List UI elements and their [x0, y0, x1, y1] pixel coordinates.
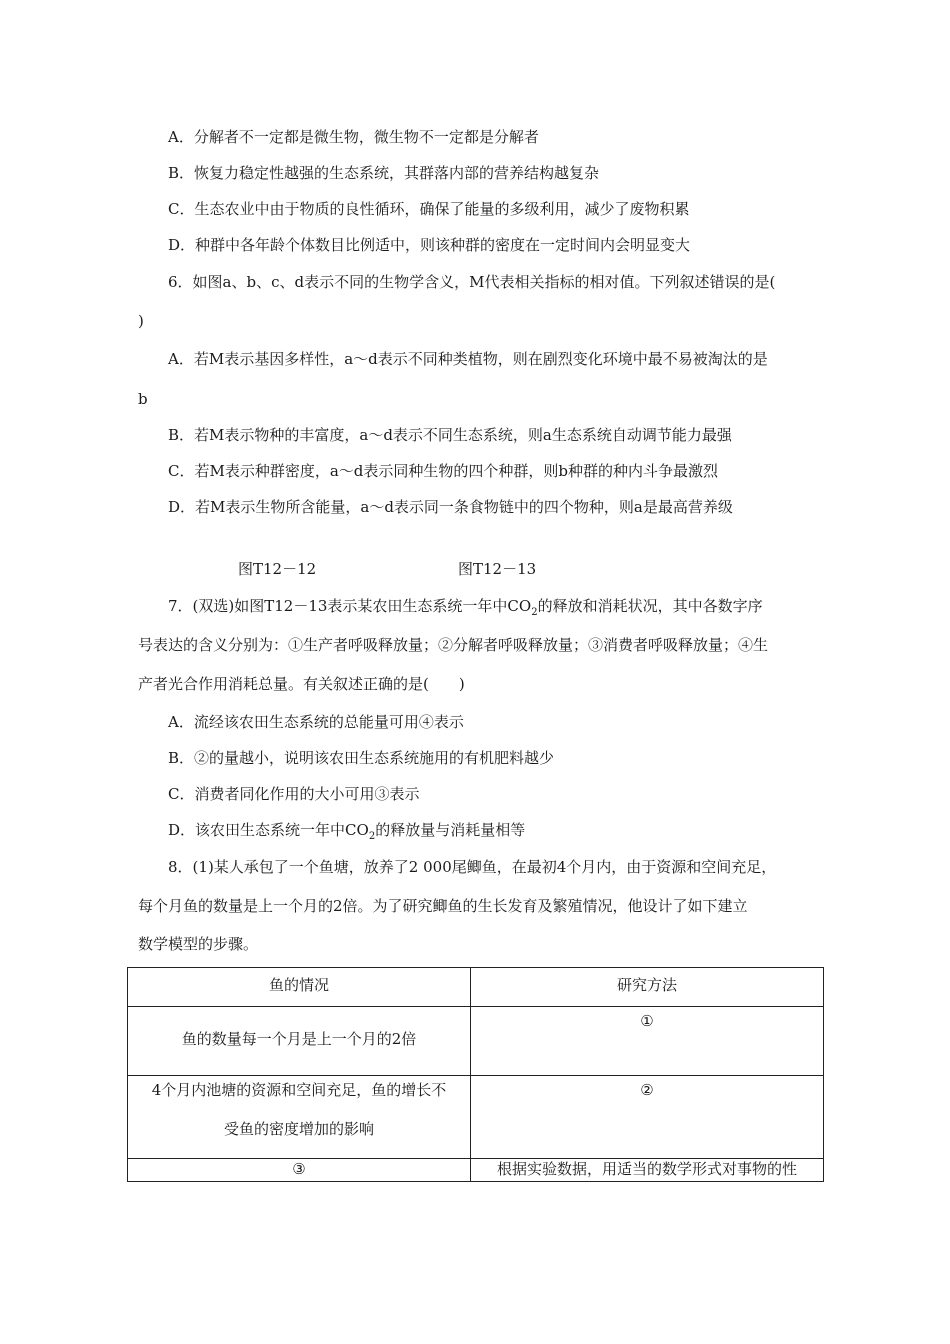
q6-option-c: C．若M表示种群密度，a～d表示同种生物的四个种群，则b种群的种内斗争最激烈: [168, 462, 718, 480]
table-header-row: [128, 968, 824, 1007]
fish-model-table: [127, 967, 824, 1182]
q5-option-a: A．分解者不一定都是微生物，微生物不一定都是分解者: [168, 128, 539, 146]
table-cell: 鱼的数量每一个月是上一个月的2倍: [128, 1007, 471, 1076]
q6-option-b: B．若M表示物种的丰富度，a～d表示不同生态系统，则a生态系统自动调节能力最强: [168, 426, 732, 444]
table-row: [128, 1159, 824, 1182]
q7-option-c: C．消费者同化作用的大小可用③表示: [168, 785, 420, 803]
q5-option-c: C．生态农业中由于物质的良性循环，确保了能量的多级利用，减少了废物积累: [168, 200, 690, 218]
q6-stem-line1: 6．如图a、b、c、d表示不同的生物学含义，M代表相关指标的相对值。下列叙述错误的是(: [168, 273, 776, 291]
q7-option-d: D．该农田生态系统一年中$CO_2$的释放量与消耗量相等: [168, 821, 526, 842]
table-cell: 4个月内池塘的资源和空间充足，鱼的增长不 受鱼的密度增加的影响: [128, 1076, 471, 1159]
q6-stem-line2: ): [138, 312, 144, 330]
table-cell: 根据实验数据，用适当的数学形式对事物的性: [471, 1159, 824, 1182]
q6-option-a-line2: b: [138, 390, 148, 408]
table-cell: ②: [471, 1076, 824, 1159]
table-row: [128, 1076, 824, 1159]
q7-option-a: A．流经该农田生态系统的总能量可用④表示: [168, 713, 464, 731]
q8-stem-line2: 每个月鱼的数量是上一个月的2倍。为了研究鲫鱼的生长发育及繁殖情况，他设计了如下建立: [138, 897, 748, 915]
q5-option-d: D．种群中各年龄个体数目比例适中，则该种群的密度在一定时间内会明显变大: [168, 236, 691, 254]
q5-option-b: B．恢复力稳定性越强的生态系统，其群落内部的营养结构越复杂: [168, 164, 600, 182]
q6-option-d: D．若M表示生物所含能量，a～d表示同一条食物链中的四个物种，则a是最高营养级: [168, 498, 733, 516]
q7-option-b: B．②的量越小，说明该农田生态系统施用的有机肥料越少: [168, 749, 555, 767]
q7-stem-line1: 7．(双选)如图T12－13表示某农田生态系统一年中$CO_2$的释放和消耗状况，其中各数字序: [168, 597, 763, 618]
figure-caption-t12-13: 图T12－13: [458, 560, 537, 578]
table-cell: ③: [128, 1159, 471, 1182]
q8-stem-line3: 数学模型的步骤。: [138, 935, 259, 953]
table-header-research-method: 研究方法: [471, 968, 824, 1007]
table-cell: ①: [471, 1007, 824, 1076]
figure-caption-t12-12: 图T12－12: [238, 560, 317, 578]
q6-option-a-line1: A．若M表示基因多样性，a～d表示不同种类植物，则在剧烈变化环境中最不易被淘汰的是: [168, 350, 768, 368]
q7-stem-line2: 号表达的含义分别为：①生产者呼吸释放量；②分解者呼吸释放量；③消费者呼吸释放量；④生: [138, 636, 769, 654]
q8-stem-line1: 8．(1)某人承包了一个鱼塘，放养了2 000尾鲫鱼，在最初4个月内，由于资源和空间充足，: [168, 858, 777, 876]
q7-stem-line3: 产者光合作用消耗总量。有关叙述正确的是( ): [138, 675, 465, 693]
table-row: [128, 1007, 824, 1076]
table-header-fish-situation: 鱼的情况: [128, 968, 471, 1007]
